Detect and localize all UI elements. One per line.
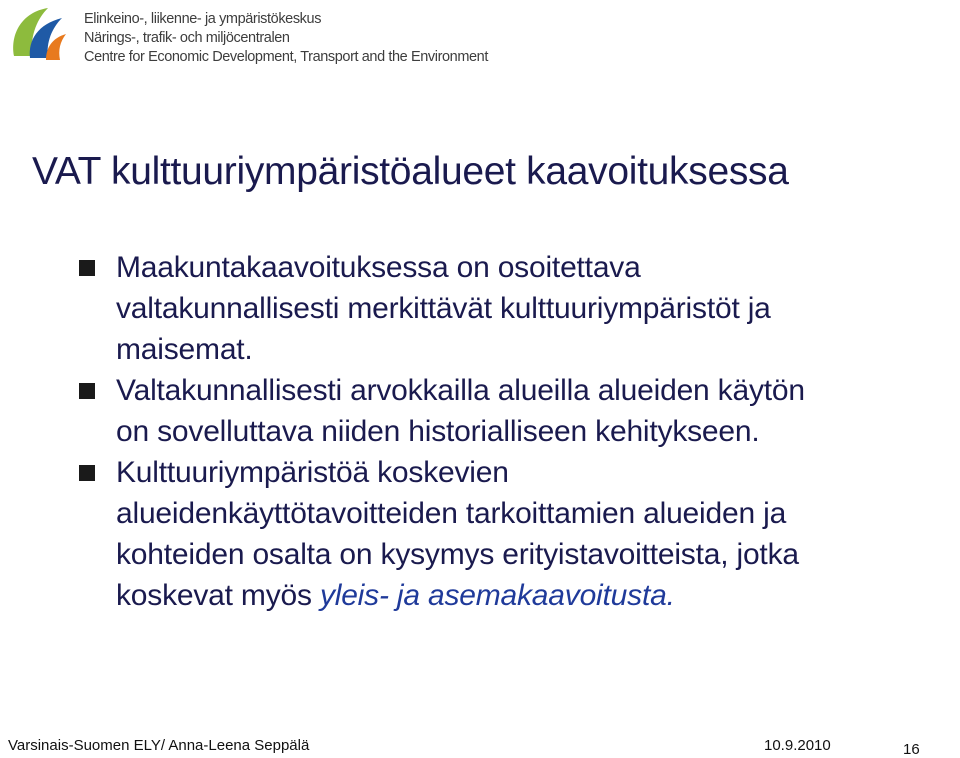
square-bullet-icon — [79, 465, 95, 481]
bullet-text — [116, 370, 805, 452]
bullet-item — [0, 370, 805, 452]
page-number: 16 — [903, 741, 920, 758]
bullet-text — [116, 247, 805, 370]
organization-name — [84, 10, 488, 67]
footer-author: Varsinais-Suomen ELY/ Anna-Leena Seppälä — [8, 737, 310, 754]
bullet-line — [116, 575, 805, 616]
org-name-finnish: Elinkeino-, liikenne- ja ympäristökeskus — [84, 11, 322, 27]
square-bullet-icon — [79, 260, 95, 276]
bullet-line: Valtakunnallisesti arvokkailla alueilla alueiden käytön — [116, 374, 805, 407]
bullet-line: maisemat. — [116, 333, 253, 366]
bullet-line: kohteiden osalta on kysymys erityistavoitteista, jotka — [116, 538, 799, 571]
ely-logo-icon — [8, 4, 70, 66]
slide-title: VAT kulttuuriympäristöalueet kaavoituksessa — [32, 150, 789, 193]
bullet-line-plain: koskevat myös — [116, 579, 320, 612]
bullet-line: Maakuntakaavoituksessa on osoitettava — [116, 251, 641, 284]
footer-date: 10.9.2010 — [764, 737, 831, 754]
bullet-emphasis-text: yleis- ja asemakaavoitusta. — [319, 579, 675, 612]
bullet-line: on sovelluttava niiden historialliseen kehitykseen. — [116, 415, 760, 448]
bullet-line: alueidenkäyttötavoitteiden tarkoittamien alueiden ja — [116, 497, 787, 530]
bullet-list — [0, 247, 805, 616]
bullet-item — [0, 247, 805, 370]
org-name-swedish: Närings-, trafik- och miljöcentralen — [84, 30, 290, 46]
org-name-english: Centre for Economic Development, Transport and the Environment — [84, 49, 488, 65]
square-bullet-icon — [79, 383, 95, 399]
bullet-line: Kulttuuriympäristöä koskevien — [116, 456, 509, 489]
bullet-text — [116, 452, 805, 616]
bullet-item — [0, 452, 805, 616]
bullet-line: valtakunnallisesti merkittävät kulttuuriympäristöt ja — [116, 292, 771, 325]
